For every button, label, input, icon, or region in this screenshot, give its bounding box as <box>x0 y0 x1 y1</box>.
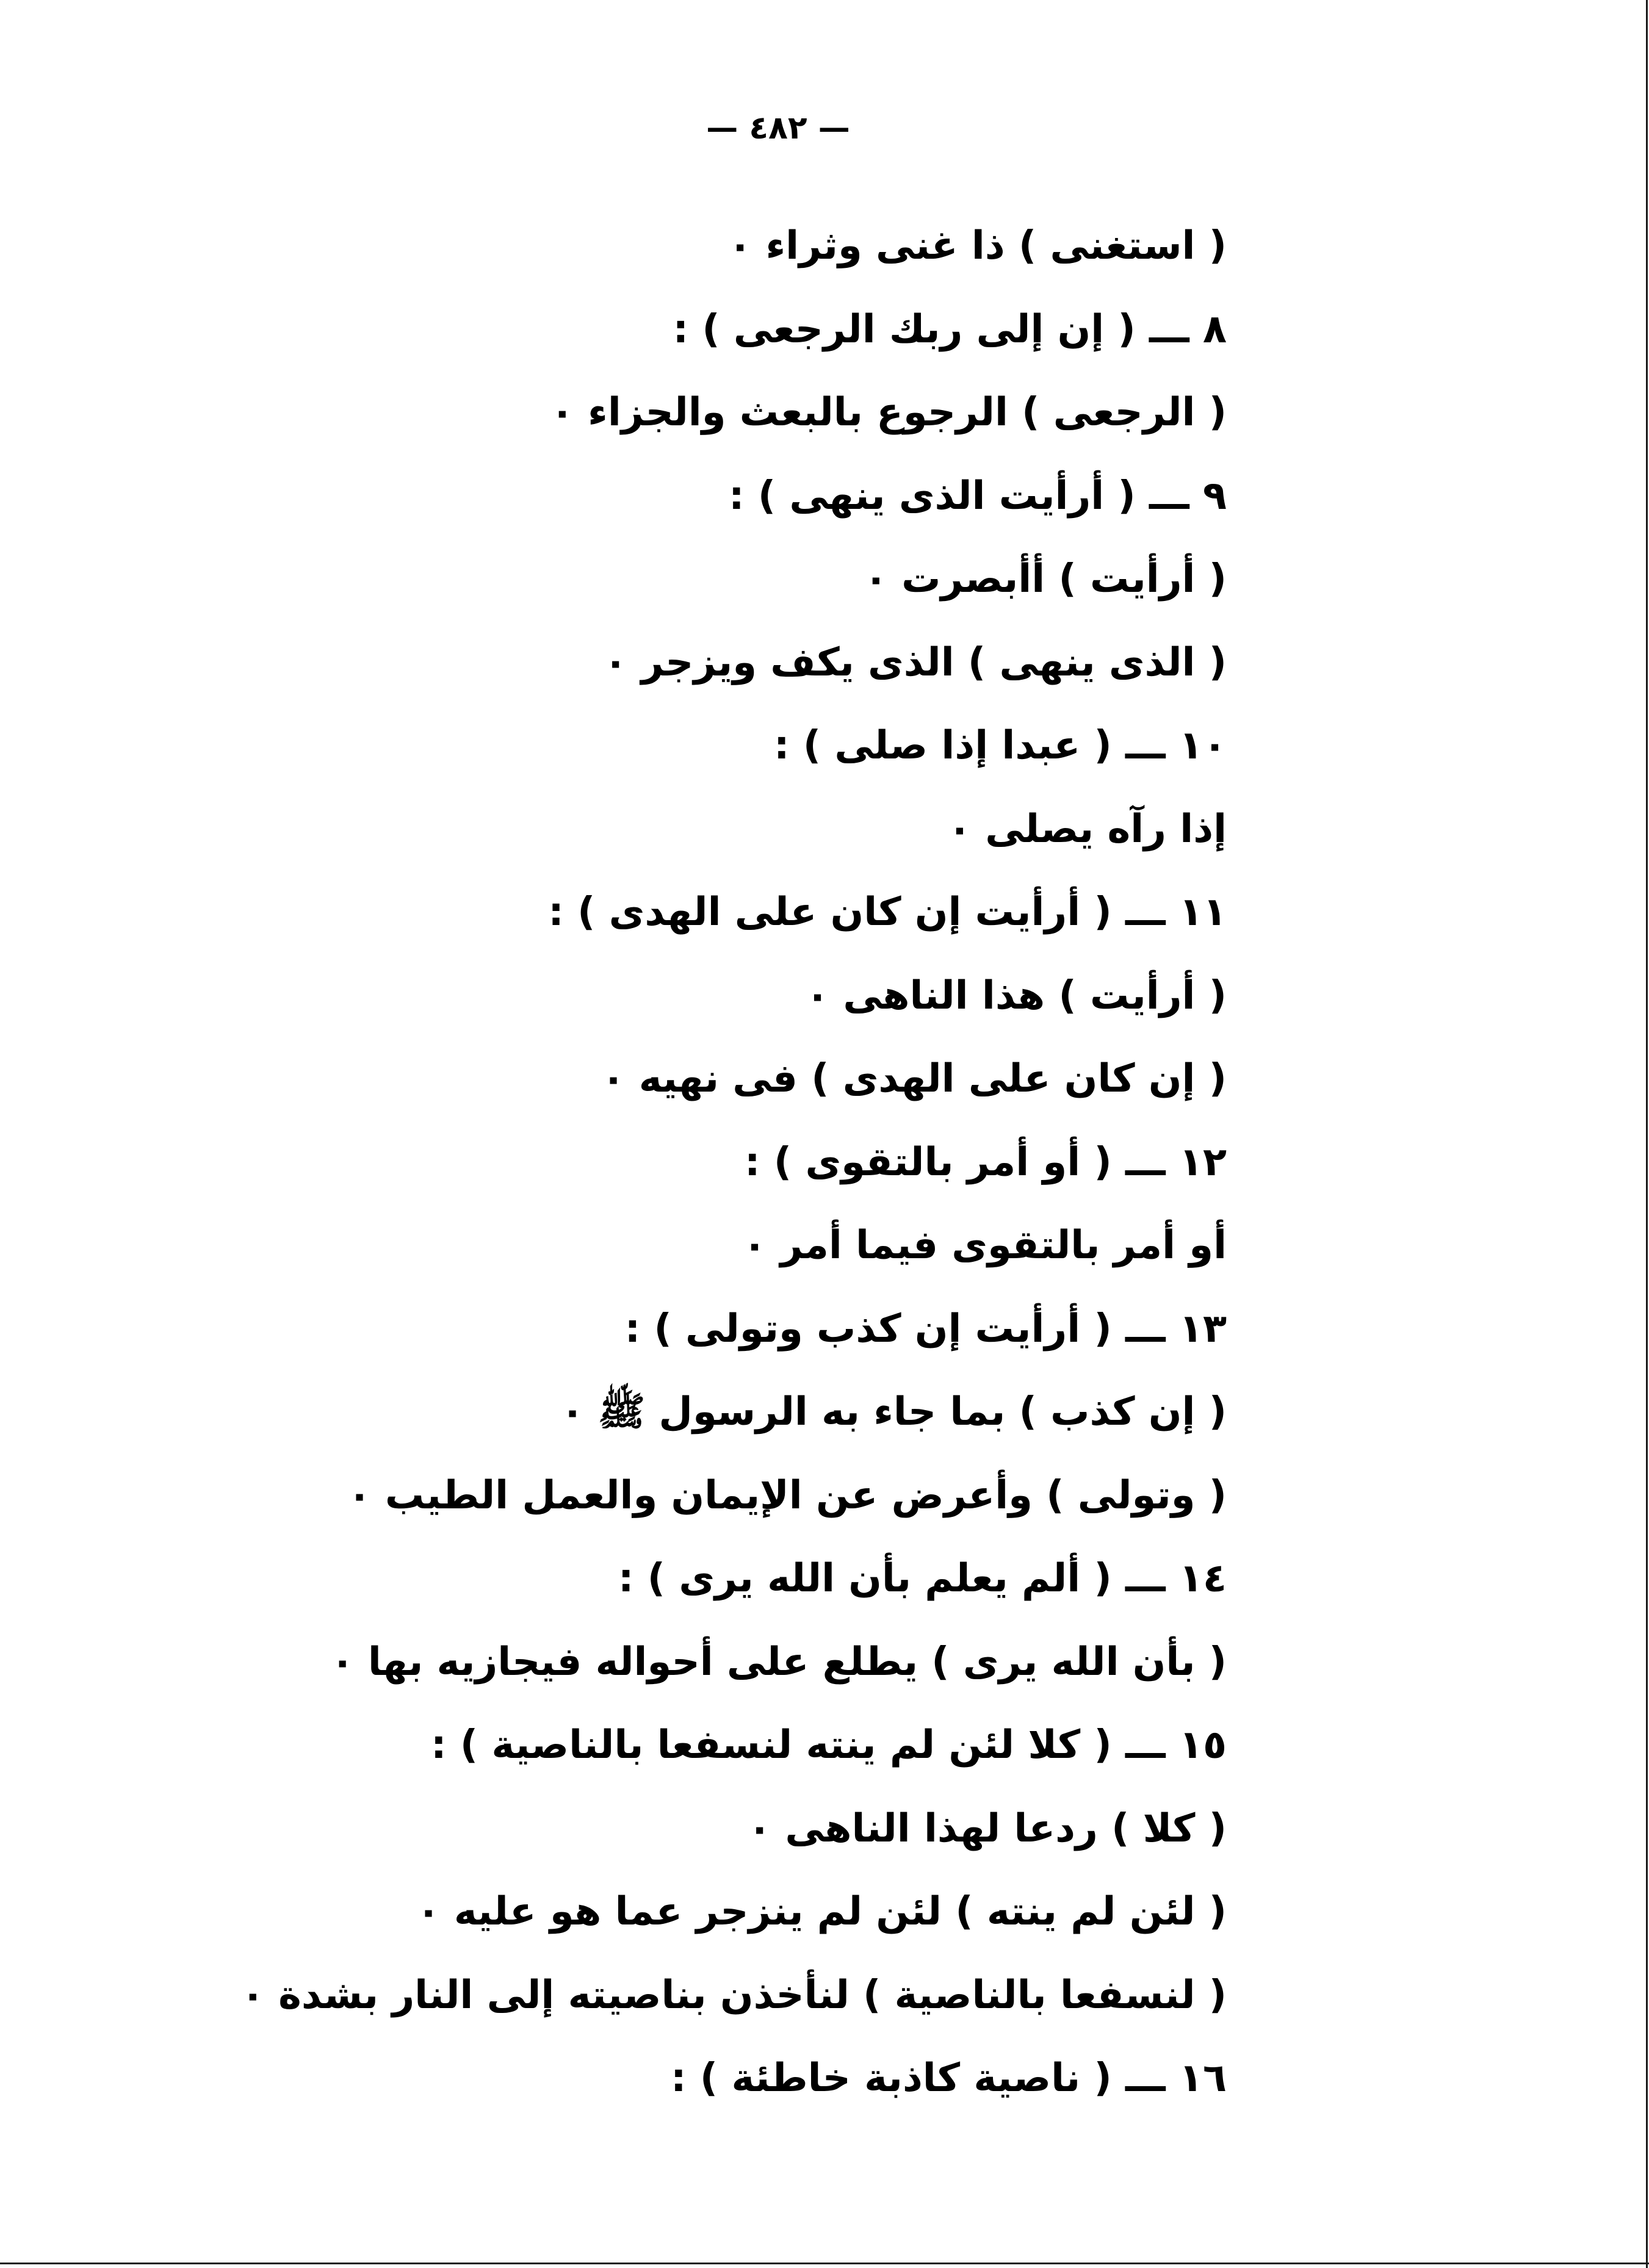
text-line: ( وتولى ) وأعرض عن الإيمان والعمل الطيب ٠ <box>347 1472 1227 1518</box>
text-line: ( كلا ) ردعا لهذا الناهى ٠ <box>748 1805 1227 1851</box>
scan-border-right <box>1646 0 1648 2268</box>
text-line: ( أرأيت ) هذا الناهى ٠ <box>806 973 1227 1018</box>
page-number: — ٤٨٢ — <box>706 110 850 146</box>
body-text <box>240 204 1227 2120</box>
text-line: ( إن كذب ) بما جاء به الرسول ﷺ ٠ <box>560 1389 1227 1435</box>
text-line: إذا رآه يصلى ٠ <box>947 806 1227 852</box>
text-line: ( لئن لم ينته ) لئن لم ينزجر عما هو عليه ٠ <box>416 1889 1227 1934</box>
text-line: ( أرأيت ) أأبصرت ٠ <box>864 556 1227 602</box>
text-line: ( الذى ينهى ) الذى يكف ويزجر ٠ <box>604 639 1227 685</box>
verse-heading: ٨ ـــ ( إن إلى ربك الرجعى ) : <box>673 306 1227 352</box>
verse-heading: ١٠ ـــ ( عبدا إذا صلى ) : <box>774 723 1227 768</box>
verse-heading: ١٤ ـــ ( ألم يعلم بأن الله يرى ) : <box>618 1556 1227 1601</box>
text-line: ( إن كان على الهدى ) فى نهيه ٠ <box>601 1056 1227 1101</box>
verse-heading: ١٢ ـــ ( أو أمر بالتقوى ) : <box>745 1139 1227 1185</box>
text-line: ( بأن الله يرى ) يطلع على أحواله فيجازيه بها ٠ <box>330 1639 1227 1685</box>
verse-heading: ١١ ـــ ( أرأيت إن كان على الهدى ) : <box>548 890 1227 935</box>
verse-heading: ١٣ ـــ ( أرأيت إن كذب وتولى ) : <box>624 1306 1227 1352</box>
verse-heading: ٩ ـــ ( أرأيت الذى ينهى ) : <box>729 473 1227 519</box>
text-line: ( لنسفعا بالناصية ) لنأخذن بناصيته إلى النار بشدة ٠ <box>240 1972 1227 2018</box>
text-line: ( استغنى ) ذا غنى وثراء ٠ <box>728 223 1227 268</box>
verse-heading: ١٥ ـــ ( كلا لئن لم ينته لنسفعا بالناصية ) : <box>430 1723 1227 1768</box>
scan-border-bottom <box>0 2263 1649 2264</box>
text-line: ( الرجعى ) الرجوع بالبعث والجزاء ٠ <box>550 390 1227 435</box>
text-line: أو أمر بالتقوى فيما أمر ٠ <box>743 1223 1227 1268</box>
verse-heading: ١٦ ـــ ( ناصية كاذبة خاطئة ) : <box>671 2056 1227 2101</box>
